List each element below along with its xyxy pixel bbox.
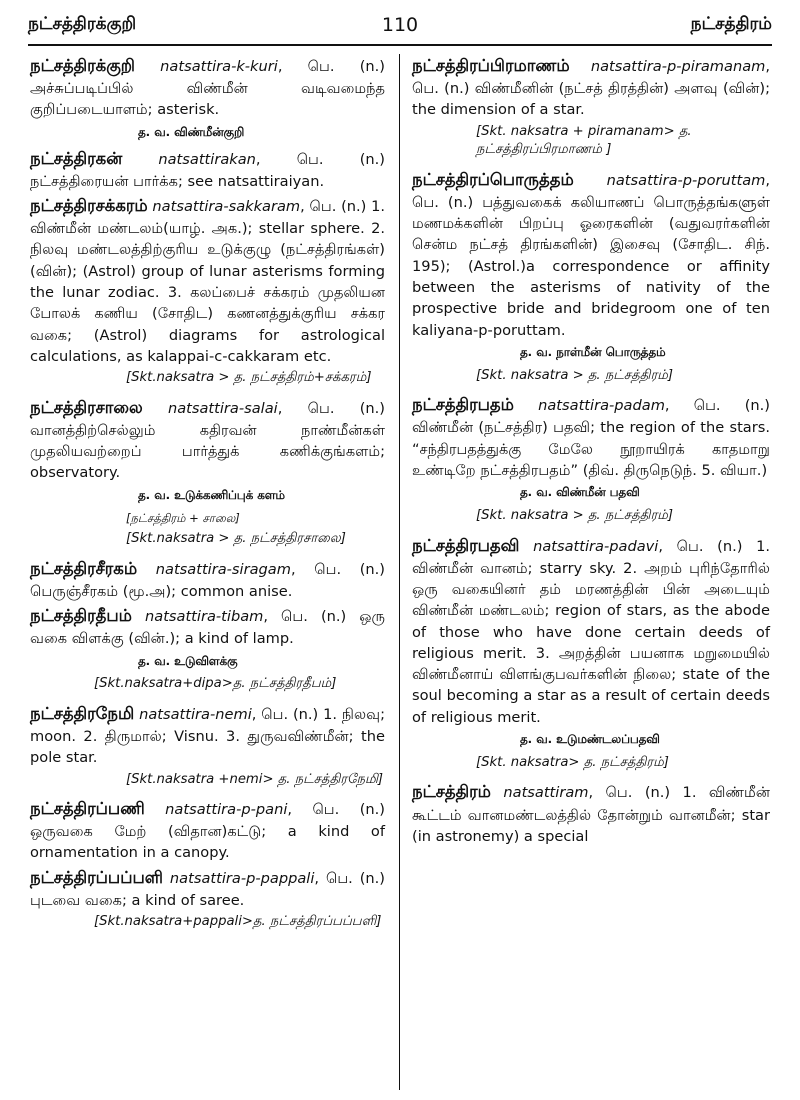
entry-definition: , பெ. (n.) 1. நிலவு; moon. 2. திருமால்; Visnu. 3. துருவவிண்மீன்; the pole star.	[30, 705, 385, 767]
entry-headword: நட்சத்திரம்	[412, 782, 491, 802]
entry-etymology: [Skt. naksatra > த. நட்சத்திரம்]	[476, 367, 674, 383]
entry-etymology: [Skt.naksatra > த. நட்சத்திரம்+சக்கரம்]	[126, 370, 372, 386]
entry-headword: நட்சத்திரசீரகம்	[30, 558, 138, 578]
left-column	[30, 54, 385, 940]
entry-transliteration: natsattira-tibam	[145, 608, 264, 626]
dictionary-entry	[30, 866, 385, 911]
entry-definition: , பெ. (n.) 1. விண்மீன் வானம்; starry sky. 2. அறம் புரிந்தோரில் ஒரு வகையினர் தம் மரணத்தின் பின் அடையும் விண்மீன் மண்டலம்; region of stars, as the abode of those who have done certain deeds of religious merit. 3. அறத்தின் பயனாக மறுமையில் விண்மீனாய் விளங்குபவர்களின் நிலை; state of the soul becoming a star as a result of certain deeds of religious merit.	[412, 537, 770, 726]
entry-etymology: [Skt. naksatra> த. நட்சத்திரம்]	[476, 754, 669, 770]
entry-etymology: [Skt.naksatra +nemi> த. நட்சத்திரநேமி]	[126, 771, 384, 787]
entry-headword: நட்சத்திரநேமி	[30, 703, 135, 723]
dictionary-entry	[30, 604, 385, 649]
entry-etymology: [Skt. naksatra > த. நட்சத்திரம்]	[476, 508, 674, 524]
entry-transliteration: natsattirakan	[158, 150, 256, 168]
entry-etymology: [Skt. naksatra + piramanam> த. நட்சத்திரப்பிரமாணம் ]	[476, 123, 692, 158]
entry-compound-note: [நட்சத்திரம் + சாலை]	[126, 510, 240, 525]
entry-etymology: [Skt.naksatra+pappali>த. நட்சத்திரப்பப்பளி]	[94, 914, 382, 930]
entry-headword: நட்சத்திரகன்	[30, 148, 123, 168]
entry-definition: , பெ. (n.) புடவை வகை; a kind of saree.	[30, 869, 385, 909]
dictionary-entry	[412, 168, 770, 341]
entry-tamil-equivalent: த. வ. உடுக்கணிப்புக் களம்	[138, 487, 285, 502]
dictionary-entry	[412, 54, 770, 121]
entry-definition: , பெ. (n.) விண்மீன் (நட்சத்திர) பதவி; the region of the stars. “சந்திரபதத்துக்கு மேலே நூறாயிரக் காதமாறு உண்டிறே நட்சத்திரபதம்” (திவ். திருநெடுந். 5. வியா.)	[412, 397, 770, 479]
entry-headword: நட்சத்திரபதவி	[412, 535, 520, 555]
entry-headword: நட்சத்திரசக்கரம்	[30, 195, 148, 215]
entry-headword: நட்சத்திரப்பணி	[30, 799, 145, 819]
entry-definition: , பெ. (n.) அச்சுப்படிப்பில் விண்மீன் வடிவமைந்த குறிப்படையாளம்; asterisk.	[30, 58, 385, 119]
column-divider	[399, 54, 400, 1090]
dictionary-entry	[30, 194, 385, 367]
dictionary-entry	[412, 780, 770, 847]
entry-transliteration: natsattira-siragam	[155, 560, 291, 578]
entry-transliteration: natsattira-p-piramanam	[590, 58, 766, 75]
page-number: 110	[381, 14, 419, 36]
entry-headword: நட்சத்திரசாலை	[30, 397, 143, 417]
entry-definition: , பெ. (n.) ஒரு வகை விளக்கு (வின்.); a kind of lamp.	[30, 608, 385, 648]
entry-transliteration: natsattira-p-pappali	[169, 869, 315, 887]
dictionary-entry	[30, 702, 385, 769]
entry-transliteration: natsattira-salai	[167, 399, 278, 417]
entry-transliteration: natsattira-sakkaram	[152, 197, 301, 215]
header-left-guideword: நட்சத்திரக்குறி	[28, 14, 137, 34]
entry-tamil-equivalent: த. வ. நாள்மீன் பொருத்தம்	[520, 344, 666, 359]
entry-definition: , பெ. (n.) பத்துவகைக் கலியாணப் பொருத்தங்களுள் மணமக்களின் பிறப்பு ஓரைகளின் (வதுவரர்களின் சென்ம நட்சத் திரங்களின்) இசைவு (சோதிட. சிந். 195); (Astrol.)a correspondence or affinity between the asterisms of nativity of the prospective bride and bridegroom one of ten kaliyana-p-poruttam.	[412, 171, 770, 339]
dictionary-entry	[412, 534, 770, 728]
entry-tamil-equivalent: த. வ. விண்மீன்குறி	[138, 124, 245, 139]
entry-definition: , பெ. (n.) 1. விண்மீன் கூட்டம் வானமண்டலத்தில் தோன்றும் வானமீன்; star (in astronemy) a special	[412, 784, 771, 845]
entry-etymology: [Skt.naksatra+dipa>த. நட்சத்திரதீபம்]	[94, 676, 337, 692]
entry-transliteration: natsattira-p-poruttam	[606, 171, 766, 189]
entry-transliteration: natsattiram	[503, 784, 589, 802]
dictionary-entry	[30, 396, 385, 484]
entry-headword: நட்சத்திரப்பப்பளி	[30, 867, 163, 887]
dictionary-entry	[30, 54, 385, 121]
dictionary-entry	[412, 393, 770, 481]
entry-definition: , பெ. (n.) பெருஞ்சீரகம் (மூ.அ); common anise.	[30, 560, 385, 600]
entry-definition: , பெ. (n.) 1. விண்மீன் மண்டலம்(யாழ். அக.); stellar sphere. 2. நிலவு மண்டலத்திற்குரிய உடுக்குழு (நட்சத்திரங்கள்) (வின்); (Astrol) group of lunar asterisms forming the lunar zodiac. 3. கலப்பைச் சக்கரம் முதலியன போலக் கணிய (சோதிட) கணனத்துக்குரிய சக்கர வகை; (Astrol) diagrams for astrological calculations, as kalappai-c-cakkaram etc.	[30, 197, 385, 365]
entry-tamil-equivalent: த. வ. விண்மீன் பதவி	[520, 485, 640, 500]
header-right-guideword: நட்சத்திரம்	[690, 14, 772, 34]
entry-etymology: [Skt.naksatra > த. நட்சத்திரசாலை]	[126, 531, 346, 547]
entry-headword: நட்சத்திரக்குறி	[30, 56, 135, 75]
entry-tamil-equivalent: த. வ. உடுமண்டலப்பதவி	[520, 732, 660, 747]
right-column	[412, 54, 770, 849]
entry-transliteration: natsattira-k-kuri	[160, 58, 278, 75]
entry-definition: , பெ. (n.) வானத்திற்செல்லும் கதிரவன் நாண்மீன்கள் முதலியவற்றைப் பார்த்துக் கணிக்குங்களம்; observatory.	[30, 399, 385, 482]
page-header	[28, 10, 772, 46]
entry-transliteration: natsattira-padam	[538, 397, 665, 415]
entry-transliteration: natsattira-p-pani	[165, 801, 288, 819]
entry-headword: நட்சத்திரபதம்	[412, 395, 514, 415]
entry-transliteration: natsattira-padavi	[533, 537, 659, 555]
dictionary-entry	[30, 557, 385, 602]
entry-definition: , பெ. (n.) ஒருவகை மேற் (விதான)கட்டு; a kind of ornamentation in a canopy.	[30, 801, 385, 862]
dictionary-entry	[30, 797, 385, 864]
entry-definition: , பெ. (n.) விண்மீனின் (நட்சத் திரத்தின்) அளவு (வின்); the dimension of a star.	[412, 58, 770, 119]
entry-transliteration: natsattira-nemi	[139, 705, 252, 723]
entry-headword: நட்சத்திரதீபம்	[30, 606, 132, 626]
entry-headword: நட்சத்திரப்பிரமாணம்	[412, 56, 570, 75]
entry-headword: நட்சத்திரப்பொருத்தம்	[412, 169, 574, 189]
entry-definition: , பெ. (n.) நட்சத்திரையன் பார்க்க; see natsattiraiyan.	[30, 150, 385, 190]
dictionary-entry	[30, 147, 385, 192]
entry-tamil-equivalent: த. வ. உடுவிளக்கு	[138, 653, 238, 668]
